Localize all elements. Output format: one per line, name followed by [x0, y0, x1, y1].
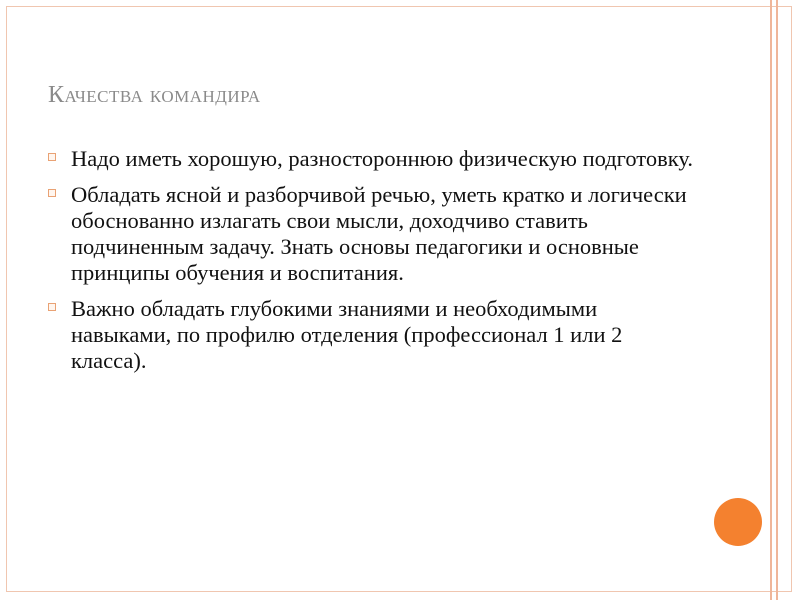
decorative-line-left [770, 0, 772, 600]
bullet-list [48, 146, 698, 384]
bullet-text: Важно обладать глубокими знаниями и необходимыми навыками, по профилю отделения (профессионал 1 или 2 класса). [71, 296, 623, 373]
square-bullet-icon [48, 189, 56, 197]
bullet-item [48, 296, 698, 374]
bullet-text: Обладать ясной и разборчивой речью, уметь кратко и логически обоснованно излагать свои мысли, доходчиво ставить подчиненным задачу. Знать основы педагогики и основные принципы обучения и воспитания. [71, 182, 687, 285]
decorative-circle [714, 498, 762, 546]
square-bullet-icon [48, 153, 56, 161]
bullet-text: Надо иметь хорошую, разностороннюю физическую подготовку. [71, 146, 693, 171]
bullet-item [48, 146, 698, 172]
bullet-item [48, 182, 698, 286]
decorative-line-right [776, 0, 778, 600]
slide-title: Качества командира [48, 82, 261, 108]
square-bullet-icon [48, 303, 56, 311]
